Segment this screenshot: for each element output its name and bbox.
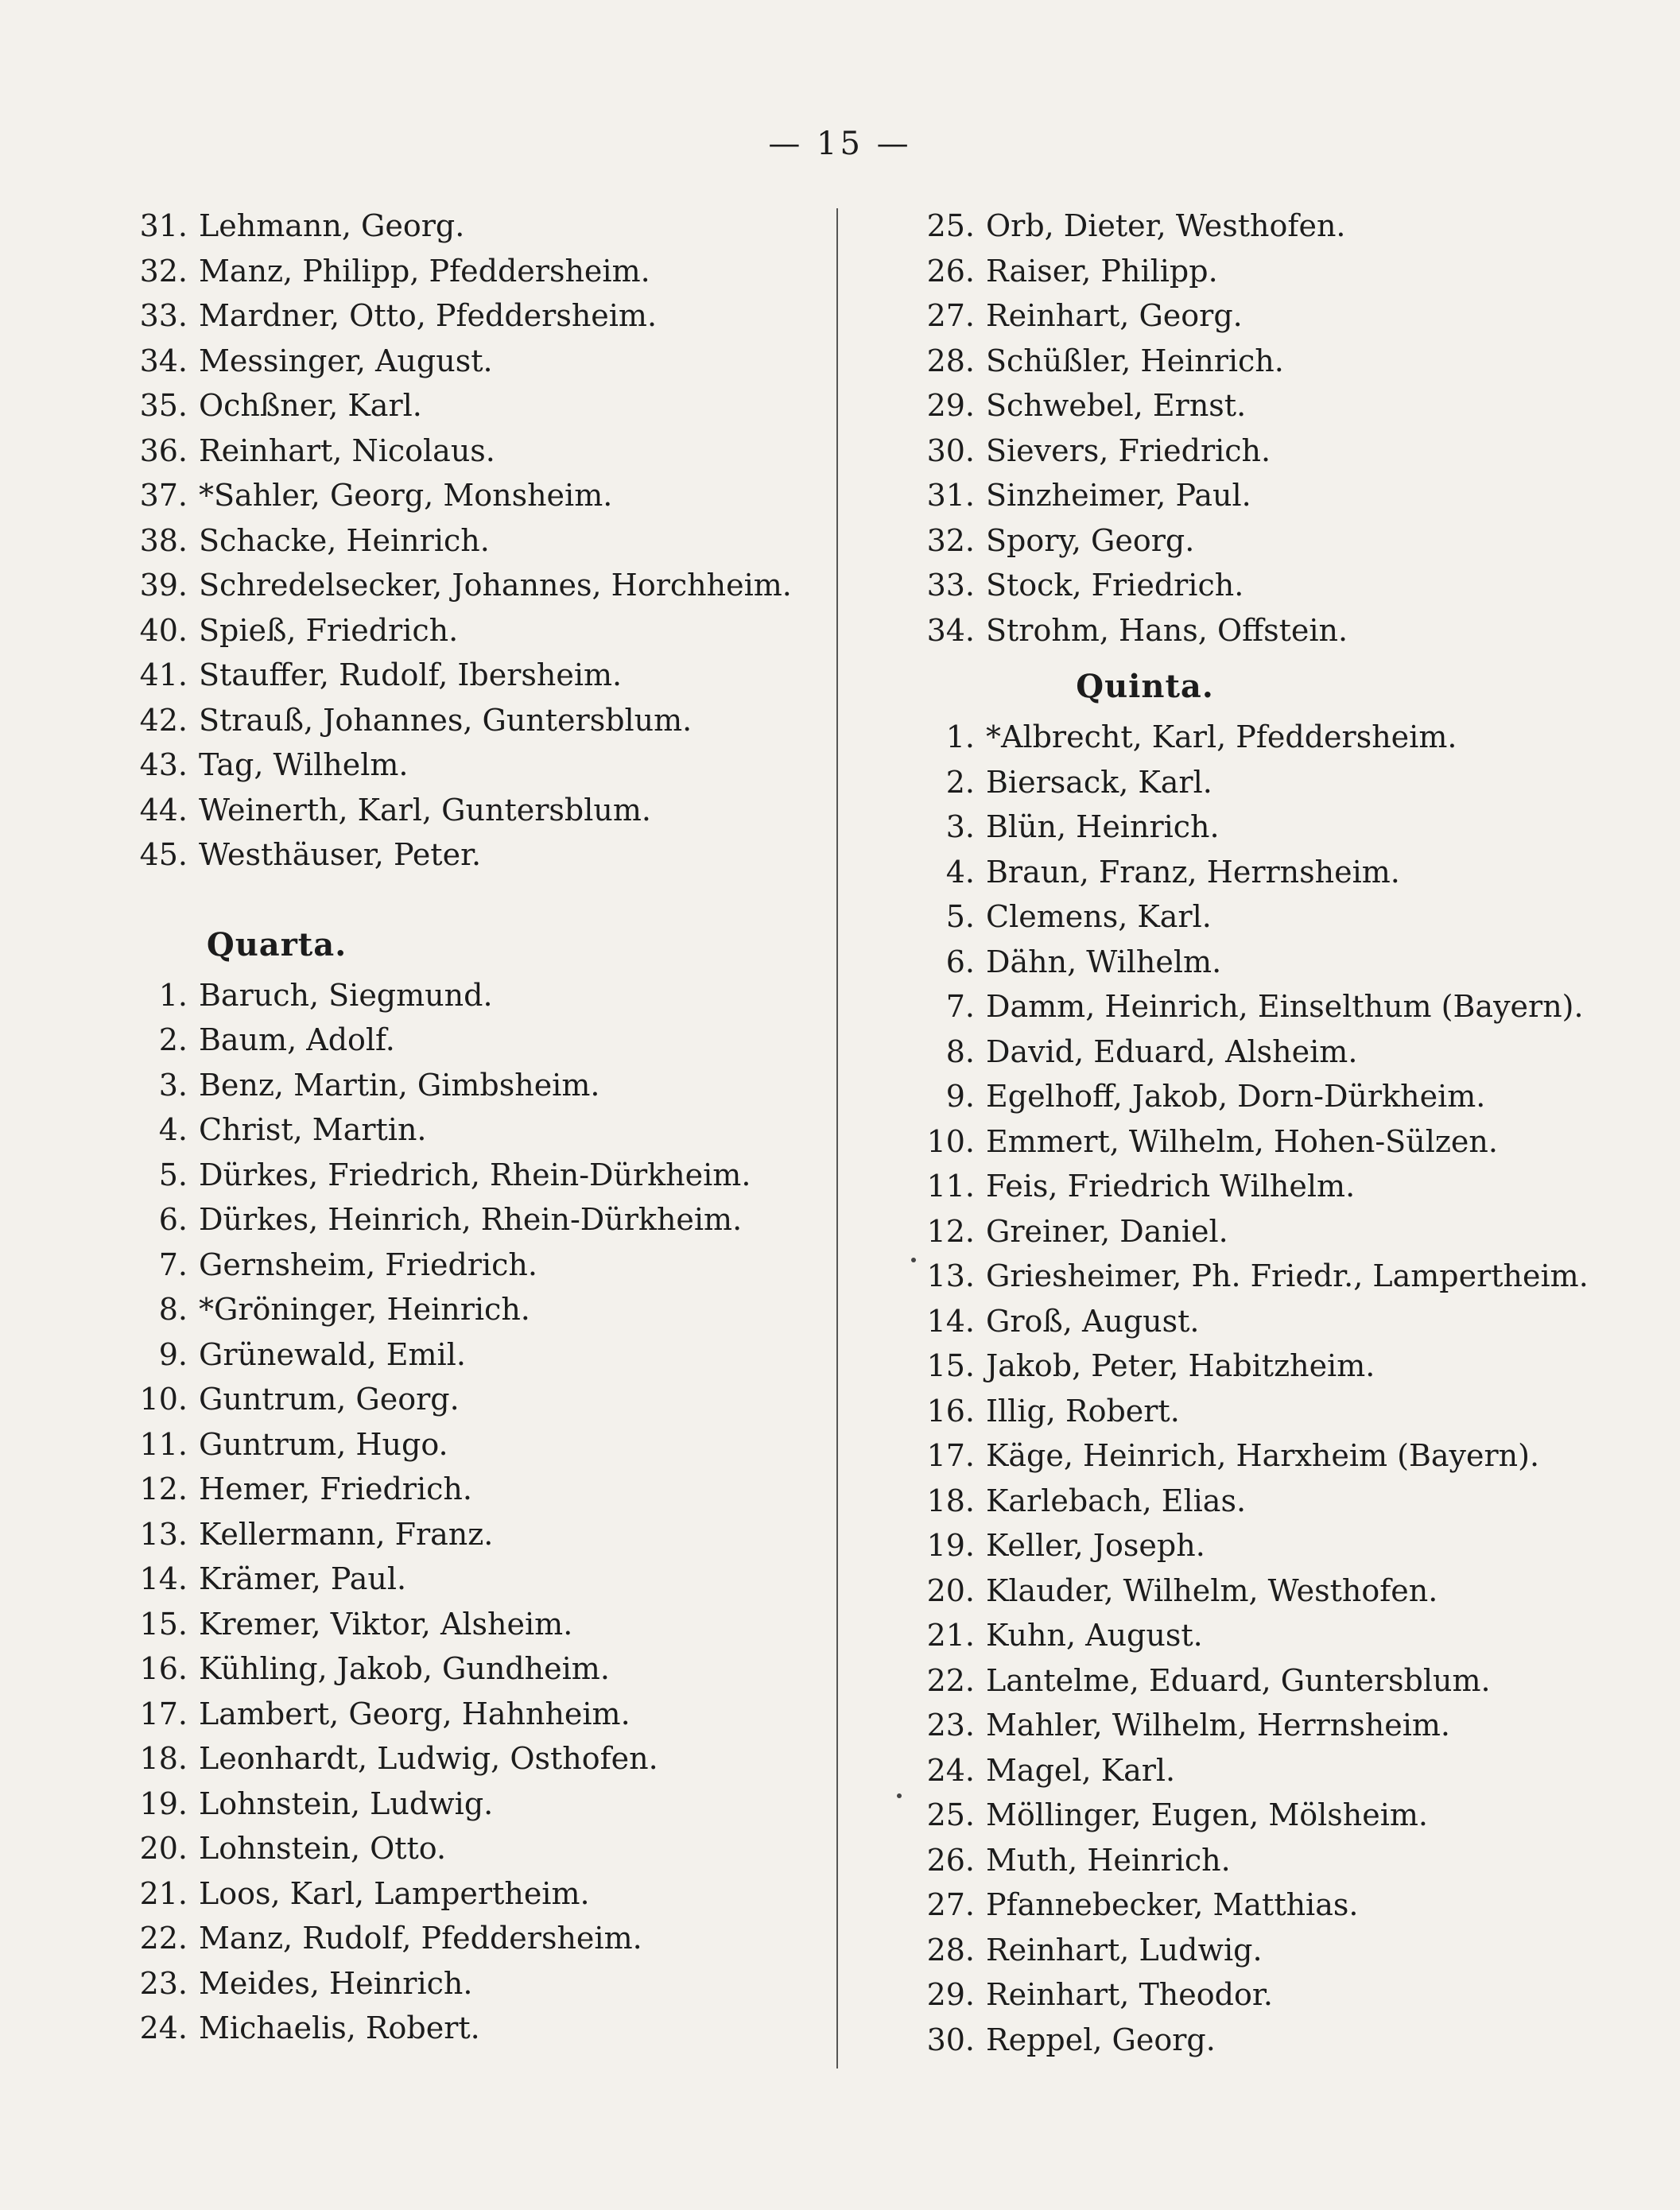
entry-number: 2. xyxy=(158,1022,188,1057)
entry-number: 14. xyxy=(139,1561,188,1596)
entry-name: Stock, Friedrich. xyxy=(986,568,1244,603)
list-item xyxy=(898,715,1646,760)
entry-name: Stauffer, Rudolf, Ibersheim. xyxy=(199,657,623,692)
section-heading-quarta: Quarta. xyxy=(206,925,347,963)
entry-name: Lambert, Georg, Hahnheim. xyxy=(199,1696,630,1731)
entry-name: Muth, Heinrich. xyxy=(986,1842,1231,1878)
list-item xyxy=(102,1377,817,1422)
entry-number: 14. xyxy=(926,1303,975,1339)
entry-name: Manz, Philipp, Pfeddersheim. xyxy=(199,253,650,289)
entry-number: 16. xyxy=(139,1651,188,1686)
entry-number: 44. xyxy=(139,792,188,828)
entry-number: 21. xyxy=(139,1875,188,1911)
entry-number: 8. xyxy=(945,1033,975,1069)
list-item xyxy=(898,1838,1646,1883)
list-item xyxy=(898,428,1646,474)
entry-name: Ochßner, Karl. xyxy=(199,388,422,423)
right-entries-quinta xyxy=(898,715,1646,2062)
entry-name: Leonhardt, Ludwig, Osthofen. xyxy=(199,1741,658,1776)
entry-name: Lantelme, Eduard, Guntersblum. xyxy=(986,1662,1491,1698)
list-item xyxy=(898,1433,1646,1479)
entry-name: Möllinger, Eugen, Mölsheim. xyxy=(986,1797,1429,1832)
entry-name: Pfannebecker, Matthias. xyxy=(986,1887,1359,1922)
entry-number: 33. xyxy=(926,568,975,603)
entry-name: Meides, Heinrich. xyxy=(199,1965,473,2001)
list-item xyxy=(898,1074,1646,1119)
entry-number: 25. xyxy=(926,208,975,243)
entry-number: 5. xyxy=(158,1157,188,1192)
list-item xyxy=(102,249,817,294)
entry-name: Schredelsecker, Johannes, Horchheim. xyxy=(199,568,792,603)
list-item xyxy=(102,1826,817,1871)
entry-name: Grünewald, Emil. xyxy=(199,1336,466,1372)
entry-number: 10. xyxy=(139,1382,188,1417)
list-item xyxy=(102,1153,817,1198)
column-divider xyxy=(836,208,838,2068)
entry-number: 39. xyxy=(139,568,188,603)
entry-number: 23. xyxy=(139,1965,188,2001)
entry-number: 7. xyxy=(945,989,975,1024)
list-item xyxy=(102,788,817,833)
entry-name: Keller, Joseph. xyxy=(986,1528,1205,1563)
entry-number: 36. xyxy=(139,432,188,468)
entry-number: 35. xyxy=(139,388,188,423)
list-item xyxy=(898,1164,1646,1209)
list-item xyxy=(898,1703,1646,1748)
entry-number: 18. xyxy=(139,1741,188,1776)
entry-name: Schwebel, Ernst. xyxy=(986,388,1247,423)
entry-number: 27. xyxy=(926,1887,975,1922)
section-heading-quinta: Quinta. xyxy=(1076,668,1214,705)
list-item xyxy=(102,742,817,788)
entry-number: 29. xyxy=(926,1977,975,2012)
list-item xyxy=(898,473,1646,518)
entry-name: Tag, Wilhelm. xyxy=(199,747,409,782)
entry-number: 30. xyxy=(926,2022,975,2057)
entry-name: Gernsheim, Friedrich. xyxy=(199,1247,537,1282)
list-item xyxy=(898,1343,1646,1389)
entry-name: Emmert, Wilhelm, Hohen-Sülzen. xyxy=(986,1123,1498,1159)
list-item xyxy=(898,204,1646,249)
stray-ink-mark xyxy=(897,1793,902,1798)
entry-number: 5. xyxy=(945,899,975,934)
list-item xyxy=(898,1209,1646,1254)
entry-number: 11. xyxy=(926,1169,975,1204)
entry-number: 19. xyxy=(139,1785,188,1821)
entry-number: 19. xyxy=(926,1528,975,1563)
list-item xyxy=(898,1389,1646,1434)
entry-name: Lehmann, Georg. xyxy=(199,208,465,243)
entry-number: 15. xyxy=(926,1348,975,1383)
entry-name: Orb, Dieter, Westhofen. xyxy=(986,208,1346,243)
list-item xyxy=(102,1197,817,1243)
list-item xyxy=(102,1332,817,1378)
entry-number: 6. xyxy=(158,1202,188,1237)
entry-name: Griesheimer, Ph. Friedr., Lampertheim. xyxy=(986,1258,1589,1293)
entry-number: 24. xyxy=(926,1752,975,1788)
entry-number: 43. xyxy=(139,747,188,782)
list-item xyxy=(898,1119,1646,1165)
list-item xyxy=(898,1793,1646,1838)
entry-name: Clemens, Karl. xyxy=(986,899,1212,934)
list-item xyxy=(898,805,1646,850)
entry-number: 33. xyxy=(139,298,188,333)
list-item xyxy=(102,1602,817,1647)
list-item xyxy=(898,249,1646,294)
list-item xyxy=(898,1029,1646,1075)
list-item xyxy=(102,339,817,384)
entry-number: 37. xyxy=(139,478,188,513)
list-item xyxy=(898,1523,1646,1568)
entry-name: Mahler, Wilhelm, Herrnsheim. xyxy=(986,1708,1450,1743)
list-item xyxy=(898,760,1646,805)
list-item xyxy=(102,1916,817,1961)
entry-number: 10. xyxy=(926,1123,975,1159)
entry-name: Damm, Heinrich, Einselthum (Bayern). xyxy=(986,989,1584,1024)
list-item xyxy=(102,1018,817,1063)
entry-number: 3. xyxy=(945,809,975,844)
list-item xyxy=(898,293,1646,339)
entry-number: 11. xyxy=(139,1426,188,1462)
entry-name: Mardner, Otto, Pfeddersheim. xyxy=(199,298,658,333)
entry-name: Sievers, Friedrich. xyxy=(986,432,1271,468)
list-item xyxy=(102,563,817,608)
entry-name: Dürkes, Heinrich, Rhein-Dürkheim. xyxy=(199,1202,743,1237)
entry-name: Raiser, Philipp. xyxy=(986,253,1218,289)
left-entries-top xyxy=(102,204,817,878)
list-item xyxy=(898,1613,1646,1658)
list-item xyxy=(898,1972,1646,2018)
list-item xyxy=(898,1882,1646,1928)
list-item xyxy=(898,984,1646,1029)
entry-number: 28. xyxy=(926,1932,975,1968)
entry-name: Braun, Franz, Herrnsheim. xyxy=(986,854,1400,890)
entry-name: Reinhart, Georg. xyxy=(986,298,1243,333)
entry-name: Loos, Karl, Lampertheim. xyxy=(199,1875,590,1911)
entry-number: 1. xyxy=(945,719,975,754)
entry-name: Guntrum, Georg. xyxy=(199,1382,460,1417)
entry-name: Käge, Heinrich, Harxheim (Bayern). xyxy=(986,1438,1540,1473)
list-item xyxy=(102,1063,817,1108)
entry-number: 12. xyxy=(926,1213,975,1249)
entry-name: Klauder, Wilhelm, Westhofen. xyxy=(986,1572,1438,1608)
entry-name: Reppel, Georg. xyxy=(986,2022,1216,2057)
entry-name: Dürkes, Friedrich, Rhein-Dürkheim. xyxy=(199,1157,751,1192)
list-item xyxy=(102,428,817,474)
entry-name: Lohnstein, Otto. xyxy=(199,1831,447,1866)
entry-name: *Albrecht, Karl, Pfeddersheim. xyxy=(986,719,1457,754)
list-item xyxy=(898,1568,1646,1614)
list-item xyxy=(102,973,817,1018)
entry-number: 27. xyxy=(926,298,975,333)
left-column xyxy=(102,204,817,2051)
list-item xyxy=(102,1736,817,1782)
entry-name: Baruch, Siegmund. xyxy=(199,977,493,1013)
list-item xyxy=(898,518,1646,564)
entry-name: Westhäuser, Peter. xyxy=(199,837,482,872)
entry-name: Groß, August. xyxy=(986,1303,1200,1339)
entry-name: Reinhart, Theodor. xyxy=(986,1977,1273,2012)
list-item xyxy=(102,1467,817,1512)
list-item xyxy=(102,1243,817,1288)
entry-name: Manz, Rudolf, Pfeddersheim. xyxy=(199,1921,642,1956)
entry-number: 7. xyxy=(158,1247,188,1282)
list-item xyxy=(102,383,817,428)
stray-ink-mark xyxy=(911,1258,916,1262)
entry-name: Kremer, Viktor, Alsheim. xyxy=(199,1606,573,1642)
list-item xyxy=(102,608,817,653)
entry-number: 24. xyxy=(139,2010,188,2045)
list-item xyxy=(102,293,817,339)
entry-number: 4. xyxy=(158,1112,188,1147)
list-item xyxy=(102,1512,817,1557)
entry-number: 32. xyxy=(926,522,975,558)
entry-number: 17. xyxy=(139,1696,188,1731)
entry-number: 40. xyxy=(139,612,188,648)
entry-name: Reinhart, Nicolaus. xyxy=(199,432,495,468)
list-item xyxy=(102,698,817,743)
list-item xyxy=(898,339,1646,384)
list-item xyxy=(898,608,1646,653)
entry-name: Biersack, Karl. xyxy=(986,764,1212,800)
entry-number: 12. xyxy=(139,1471,188,1506)
list-item xyxy=(102,1961,817,2006)
list-item xyxy=(898,383,1646,428)
entry-number: 34. xyxy=(926,612,975,648)
entry-name: Strohm, Hans, Offstein. xyxy=(986,612,1348,648)
entry-number: 2. xyxy=(945,764,975,800)
list-item xyxy=(898,2018,1646,2063)
list-item xyxy=(102,1557,817,1602)
entry-name: Blün, Heinrich. xyxy=(986,809,1220,844)
entry-number: 1. xyxy=(158,977,188,1013)
list-item xyxy=(102,2006,817,2051)
left-entries-quarta xyxy=(102,973,817,2051)
list-item xyxy=(102,1107,817,1153)
entry-number: 20. xyxy=(926,1572,975,1608)
entry-number: 28. xyxy=(926,343,975,378)
entry-name: Dähn, Wilhelm. xyxy=(986,944,1222,979)
entry-number: 38. xyxy=(139,522,188,558)
entry-number: 34. xyxy=(139,343,188,378)
entry-number: 20. xyxy=(139,1831,188,1866)
entry-number: 32. xyxy=(139,253,188,289)
entry-name: Kuhn, August. xyxy=(986,1618,1203,1653)
entry-number: 29. xyxy=(926,388,975,423)
entry-number: 8. xyxy=(158,1292,188,1327)
list-item xyxy=(102,1422,817,1468)
right-entries-top xyxy=(898,204,1646,653)
entry-name: Krämer, Paul. xyxy=(199,1561,407,1596)
entry-name: Spieß, Friedrich. xyxy=(199,612,459,648)
entry-name: Egelhoff, Jakob, Dorn-Dürkheim. xyxy=(986,1079,1486,1114)
list-item xyxy=(898,1928,1646,1973)
entry-number: 3. xyxy=(158,1067,188,1103)
page-number: — 15 — xyxy=(768,126,912,162)
entry-name: Baum, Adolf. xyxy=(199,1022,395,1057)
entry-name: Magel, Karl. xyxy=(986,1752,1176,1788)
entry-name: Sinzheimer, Paul. xyxy=(986,478,1251,513)
entry-number: 26. xyxy=(926,253,975,289)
entry-number: 26. xyxy=(926,1842,975,1878)
list-item xyxy=(898,1299,1646,1344)
entry-name: David, Eduard, Alsheim. xyxy=(986,1033,1358,1069)
entry-number: 31. xyxy=(926,478,975,513)
entry-number: 17. xyxy=(926,1438,975,1473)
entry-name: Guntrum, Hugo. xyxy=(199,1426,448,1462)
list-item xyxy=(898,894,1646,940)
entry-name: Schüßler, Heinrich. xyxy=(986,343,1284,378)
entry-name: Kellermann, Franz. xyxy=(199,1516,494,1552)
entry-number: 16. xyxy=(926,1393,975,1429)
entry-number: 21. xyxy=(926,1618,975,1653)
list-item xyxy=(102,1692,817,1737)
list-item xyxy=(898,1254,1646,1299)
list-item xyxy=(898,850,1646,895)
entry-number: 25. xyxy=(926,1797,975,1832)
entry-name: *Sahler, Georg, Monsheim. xyxy=(199,478,613,513)
entry-name: Messinger, August. xyxy=(199,343,493,378)
entry-name: Weinerth, Karl, Guntersblum. xyxy=(199,792,651,828)
entry-number: 13. xyxy=(139,1516,188,1552)
entry-number: 41. xyxy=(139,657,188,692)
entry-number: 22. xyxy=(139,1921,188,1956)
entry-name: Strauß, Johannes, Guntersblum. xyxy=(199,702,693,738)
entry-number: 4. xyxy=(945,854,975,890)
list-item xyxy=(898,1748,1646,1793)
entry-number: 23. xyxy=(926,1708,975,1743)
list-item xyxy=(898,1658,1646,1704)
list-item xyxy=(102,204,817,249)
list-item xyxy=(102,473,817,518)
list-item xyxy=(102,1782,817,1827)
entry-name: *Gröninger, Heinrich. xyxy=(199,1292,530,1327)
right-column xyxy=(898,204,1646,2062)
list-item xyxy=(102,653,817,698)
list-item xyxy=(898,940,1646,985)
list-item xyxy=(898,563,1646,608)
entry-number: 18. xyxy=(926,1483,975,1518)
list-item xyxy=(102,1287,817,1332)
entry-number: 42. xyxy=(139,702,188,738)
entry-name: Illig, Robert. xyxy=(986,1393,1180,1429)
entry-number: 13. xyxy=(926,1258,975,1293)
entry-name: Karlebach, Elias. xyxy=(986,1483,1247,1518)
list-item xyxy=(102,832,817,878)
entry-name: Christ, Martin. xyxy=(199,1112,427,1147)
entry-number: 45. xyxy=(139,837,188,872)
entry-name: Benz, Martin, Gimbsheim. xyxy=(199,1067,600,1103)
entry-name: Jakob, Peter, Habitzheim. xyxy=(986,1348,1375,1383)
entry-name: Reinhart, Ludwig. xyxy=(986,1932,1263,1968)
entry-name: Schacke, Heinrich. xyxy=(199,522,490,558)
list-item xyxy=(102,518,817,564)
entry-number: 6. xyxy=(945,944,975,979)
entry-number: 31. xyxy=(139,208,188,243)
entry-name: Lohnstein, Ludwig. xyxy=(199,1785,494,1821)
list-item xyxy=(102,1646,817,1692)
entry-number: 15. xyxy=(139,1606,188,1642)
entry-name: Kühling, Jakob, Gundheim. xyxy=(199,1651,610,1686)
list-item xyxy=(102,1871,817,1917)
entry-name: Feis, Friedrich Wilhelm. xyxy=(986,1169,1356,1204)
entry-number: 9. xyxy=(945,1079,975,1114)
entry-name: Michaelis, Robert. xyxy=(199,2010,480,2045)
entry-name: Hemer, Friedrich. xyxy=(199,1471,472,1506)
entry-number: 30. xyxy=(926,432,975,468)
entry-number: 22. xyxy=(926,1662,975,1698)
entry-name: Spory, Georg. xyxy=(986,522,1195,558)
list-item xyxy=(898,1479,1646,1524)
entry-name: Greiner, Daniel. xyxy=(986,1213,1228,1249)
entry-number: 9. xyxy=(158,1336,188,1372)
